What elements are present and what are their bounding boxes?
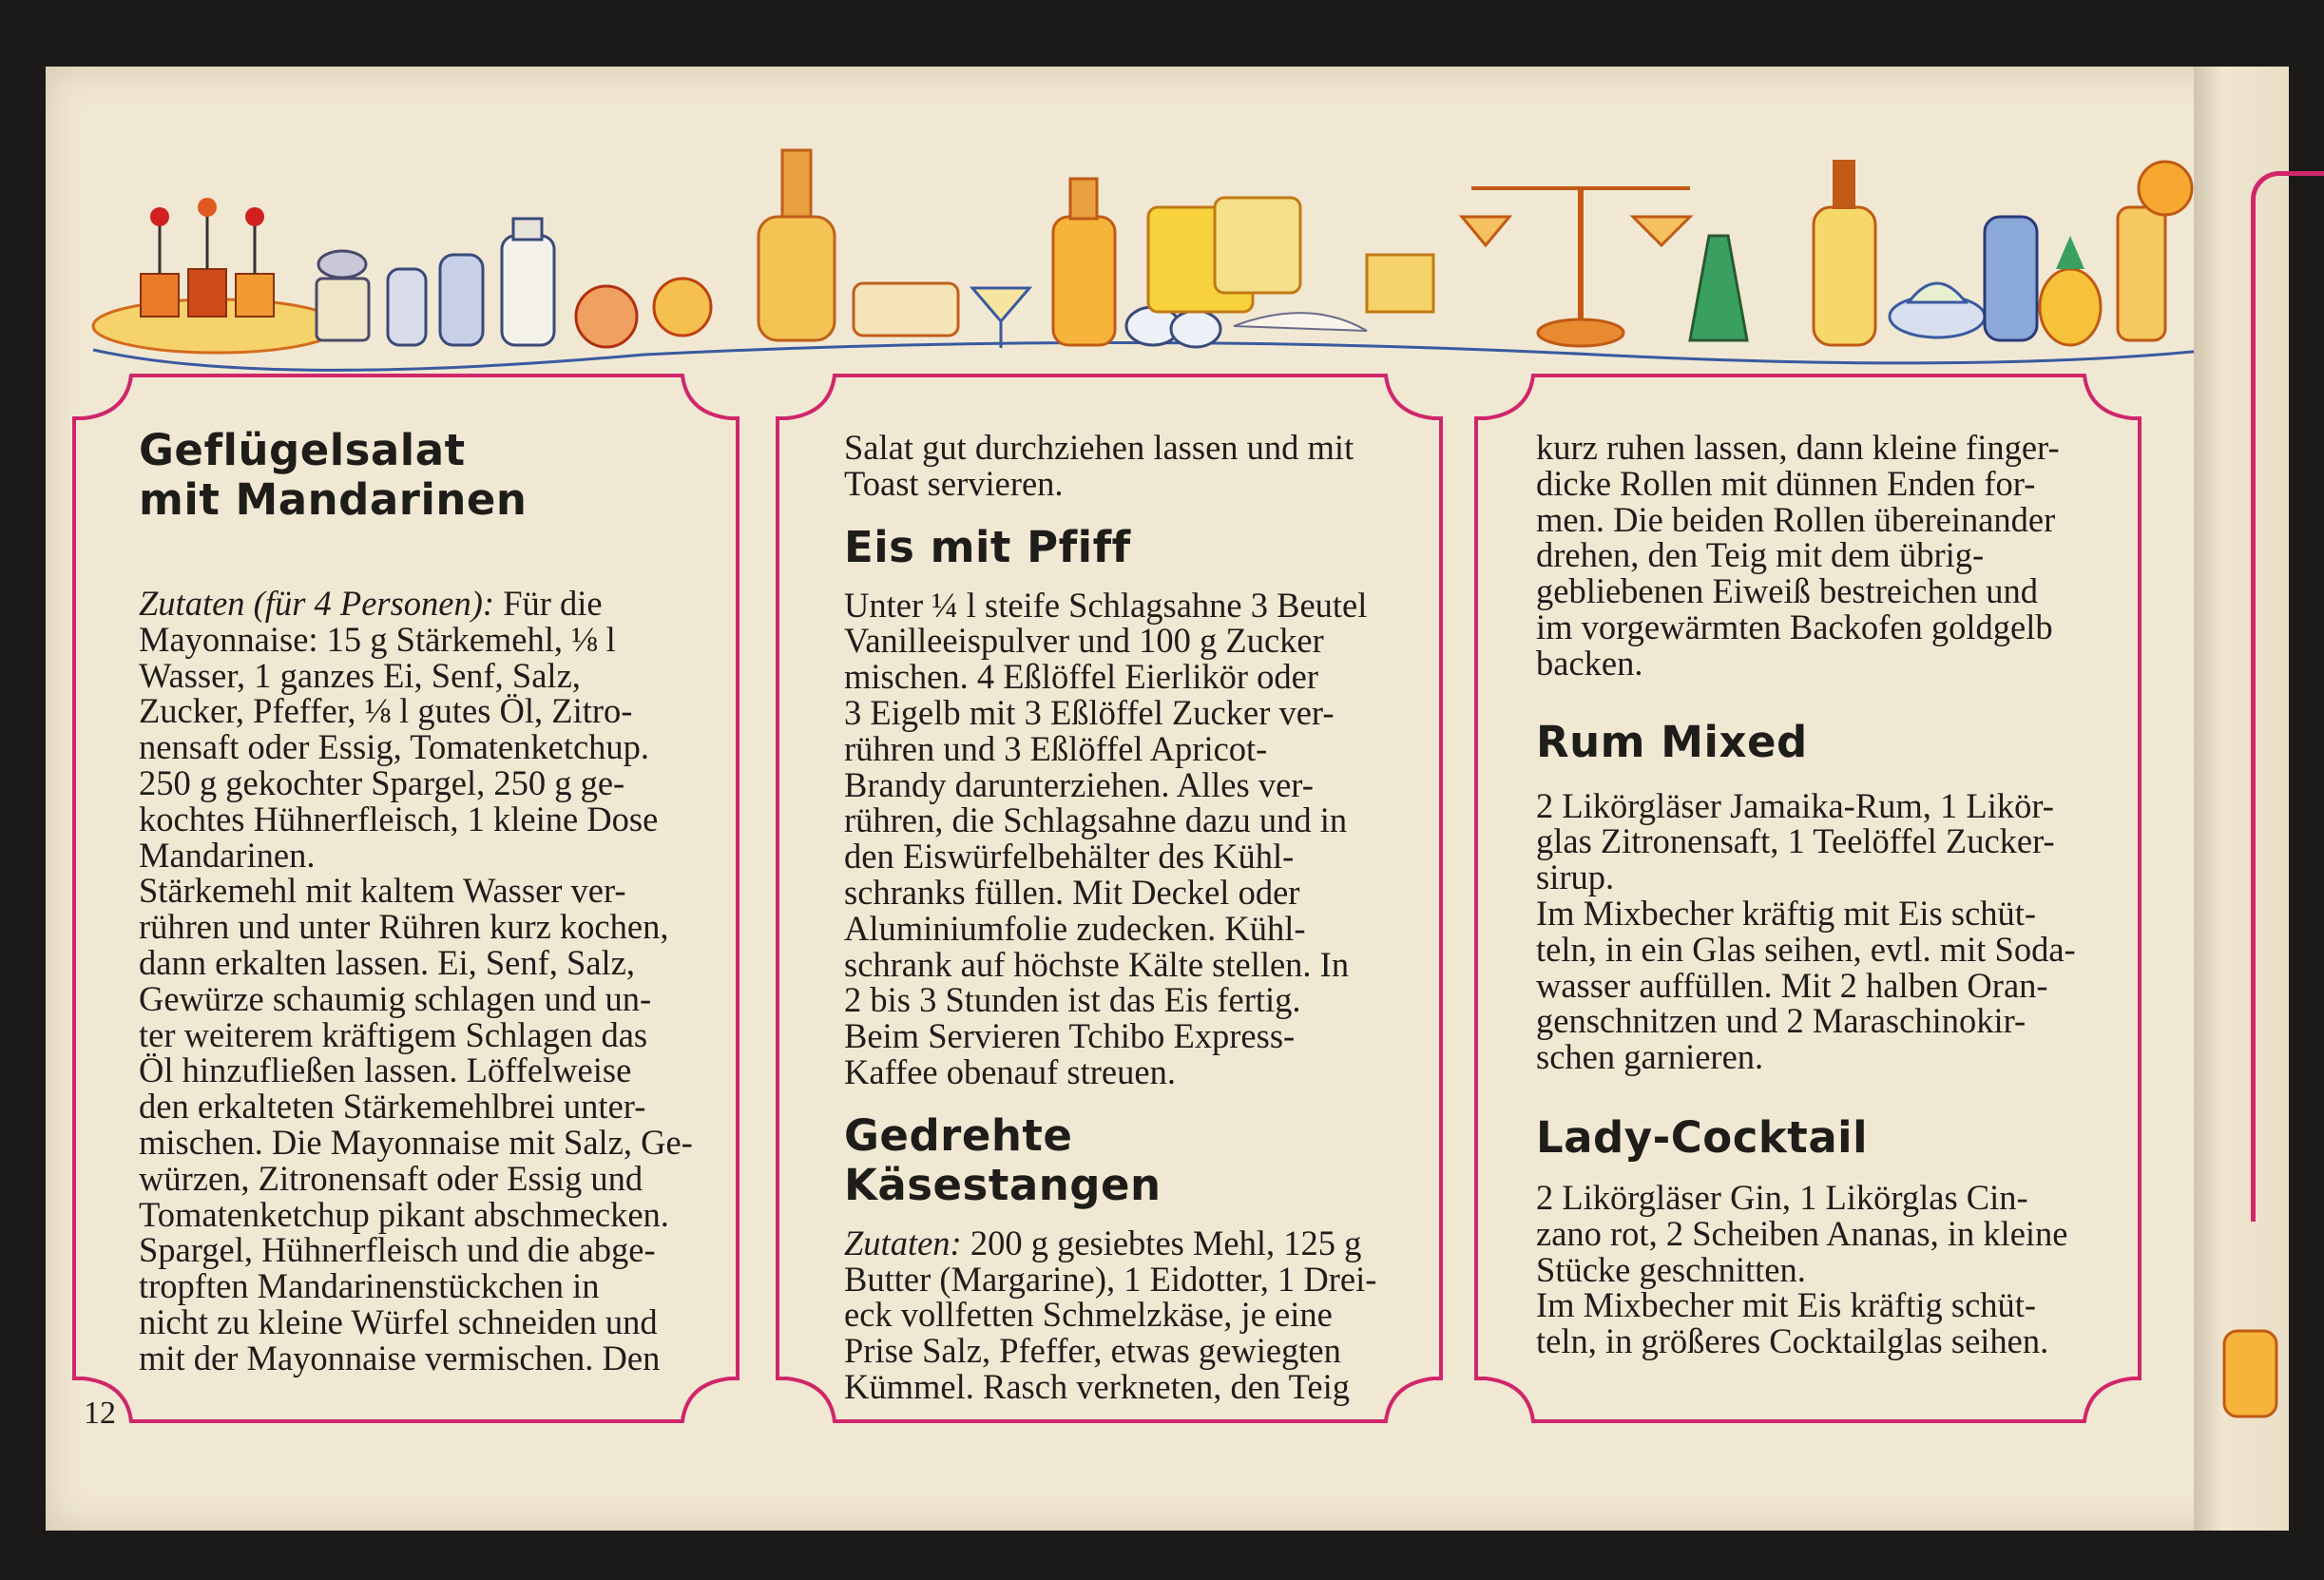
kitchen-illustration-banner xyxy=(74,112,2213,388)
next-page-frame-edge xyxy=(2251,171,2324,1222)
text-line: Zutaten (für 4 Personen): Für die xyxy=(139,584,603,623)
text-line: Mayonnaise: 15 g Stärkemehl, ⅛ l xyxy=(139,619,616,659)
text-line: 250 g gekochter Spargel, 250 g ge- xyxy=(139,762,625,802)
text-line: schrank auf höchste Kälte stellen. In xyxy=(844,944,1350,984)
text-line: kurz ruhen lassen, dann kleine finger- xyxy=(1536,428,2060,467)
text-line: eck vollfetten Schmelzkäse, je eine xyxy=(844,1295,1333,1335)
recipe-title-lady-cocktail: Lady-Cocktail xyxy=(1536,1111,1869,1163)
recipe-continuation-text xyxy=(844,430,1405,502)
text-line: gebliebenen Eiweiß bestreichen und xyxy=(1536,571,2039,611)
text-line: Zutaten: 200 g gesiebtes Mehl, 125 g xyxy=(844,1223,1362,1262)
recipe-text-rum-mixed xyxy=(1536,785,2097,1077)
oil-bottle-icon xyxy=(1053,179,1115,345)
recipe-text-lady-cocktail xyxy=(1536,1177,2097,1361)
text-line: Aluminiumfolie zudecken. Kühl- xyxy=(844,908,1306,948)
mayonnaise-jar-icon xyxy=(317,251,369,340)
text-line: Unter ¼ l steife Schlagsahne 3 Beutel xyxy=(844,585,1368,625)
text-line: Stücke geschnitten. xyxy=(1536,1249,1806,1289)
cutting-board-icon xyxy=(759,150,958,340)
text-line: 2 bis 3 Stunden ist das Eis fertig. xyxy=(844,980,1301,1020)
recipe-title-gefluegelsalat-line1: Geflügelsalat xyxy=(139,425,466,475)
text-line: men. Die beiden Rollen übereinander xyxy=(1536,499,2056,539)
recipe-text-eis-mit-pfiff xyxy=(844,585,1405,1091)
text-line: nensaft oder Essig, Tomatenketchup. xyxy=(139,727,650,767)
recipe-title-eis-mit-pfiff: Eis mit Pfiff xyxy=(844,521,1131,572)
scale-icon xyxy=(1367,188,1690,346)
text-line: 3 Eigelb mit 3 Eßlöffel Zucker ver- xyxy=(844,692,1335,732)
book-page-spread xyxy=(46,67,2289,1531)
text-line: rühren, die Schlagsahne dazu und in xyxy=(844,800,1348,840)
text-line: Toast servieren. xyxy=(844,463,1064,503)
text-line: 2 Likörgläser Jamaika-Rum, 1 Likör- xyxy=(1536,785,2054,825)
text-line: backen. xyxy=(1536,643,1643,683)
text-line: drehen, den Teig mit dem übrig- xyxy=(1536,535,1985,575)
text-line: rühren und unter Rühren kurz kochen, xyxy=(139,907,669,947)
text-line: Spargel, Hühnerfleisch und die abge- xyxy=(139,1230,656,1270)
text-line: Öl hinzufließen lassen. Löffelweise xyxy=(139,1050,632,1090)
recipe-title-gefluegelsalat-line2: mit Mandarinen xyxy=(139,474,528,525)
canapes-icon xyxy=(93,198,340,353)
text-line: Salat gut durchziehen lassen und mit xyxy=(844,428,1354,467)
text-line: schranks füllen. Mit Deckel oder xyxy=(844,872,1300,912)
text-line: genschnitzen und 2 Maraschinokir- xyxy=(1536,1001,2026,1041)
text-line: dicke Rollen mit dünnen Enden for- xyxy=(1536,463,2036,503)
text-line: Prise Salz, Pfeffer, etwas gewiegten xyxy=(844,1331,1341,1371)
text-line: Zucker, Pfeffer, ⅛ l gutes Öl, Zitro- xyxy=(139,691,633,731)
text-line: mit der Mayonnaise vermischen. Den xyxy=(139,1338,661,1378)
next-page-edge xyxy=(2194,67,2289,1531)
text-line: Kümmel. Rasch verkneten, den Teig xyxy=(844,1366,1350,1406)
apple-icon xyxy=(576,279,711,347)
glass-icon xyxy=(2205,1312,2281,1426)
text-line: Vanilleeispulver und 100 g Zucker xyxy=(844,621,1324,661)
text-line: Tomatenketchup pikant abschmecken. xyxy=(139,1194,669,1234)
recipe-text-kaesestangen xyxy=(844,1225,1405,1405)
text-line: Beim Servieren Tchibo Express- xyxy=(844,1016,1296,1056)
text-line: mischen. 4 Eßlöffel Eierlikör oder xyxy=(844,657,1319,697)
text-line: wasser auffüllen. Mit 2 halben Oran- xyxy=(1536,965,2048,1005)
text-line: glas Zitronensaft, 1 Teelöffel Zucker- xyxy=(1536,821,2055,861)
salt-shaker-icon xyxy=(388,255,483,345)
recipe-title-kaesestangen: Gedrehte Käsestangen xyxy=(844,1109,1162,1210)
text-line: Stärkemehl mit kaltem Wasser ver- xyxy=(139,871,626,911)
text-line: würzen, Zitronensaft oder Essig und xyxy=(139,1158,643,1198)
text-line: den Eiswürfelbehälter des Kühl- xyxy=(844,837,1295,877)
text-line: Im Mixbecher mit Eis kräftig schüt- xyxy=(1536,1285,2037,1325)
text-line: Wasser, 1 ganzes Ei, Senf, Salz, xyxy=(139,655,581,695)
cocktail-glass-icon xyxy=(972,288,1029,348)
recipe-column-1 xyxy=(139,426,700,1377)
text-line: rühren und 3 Eßlöffel Apricot- xyxy=(844,728,1268,768)
text-line: Im Mixbecher kräftig mit Eis schüt- xyxy=(1536,893,2037,933)
orange-drink-icon xyxy=(2118,162,2192,340)
recipe-continuation-text-2 xyxy=(1536,430,2097,682)
text-line: nicht zu kleine Würfel schneiden und xyxy=(139,1301,658,1341)
text-line: dann erkalten lassen. Ei, Senf, Salz, xyxy=(139,942,635,982)
milk-bottle-icon xyxy=(502,219,554,345)
page-number: 12 xyxy=(84,1396,116,1431)
liqueur-bottle-icon xyxy=(1690,160,1875,345)
text-line: teln, in größeres Cocktailglas seihen. xyxy=(1536,1321,2049,1361)
lemon-squeezer-icon xyxy=(1890,283,1985,337)
text-line: Kaffee obenauf streuen. xyxy=(844,1051,1176,1091)
text-line: teln, in ein Glas seihen, evtl. mit Soda- xyxy=(1536,929,2076,969)
text-line: zano rot, 2 Scheiben Ananas, in kleine xyxy=(1536,1213,2068,1253)
text-line: den erkalteten Stärkemehlbrei unter- xyxy=(139,1087,646,1127)
pineapple-icon xyxy=(2040,236,2101,345)
text-line: schen garnieren. xyxy=(1536,1037,1764,1077)
recipe-column-3 xyxy=(1536,430,2097,1359)
text-line: im vorgewärmten Backofen goldgelb xyxy=(1536,607,2053,646)
text-line: Mandarinen. xyxy=(139,835,316,875)
text-line: ter weiterem kräftigem Schlagen das xyxy=(139,1014,648,1054)
recipe-title-rum-mixed: Rum Mixed xyxy=(1536,716,1808,767)
recipe-text-gefluegelsalat xyxy=(139,586,700,1377)
text-line: 2 Likörgläser Gin, 1 Likörglas Cin- xyxy=(1536,1177,2028,1217)
recipe-column-2 xyxy=(844,430,1405,1405)
text-line: tropften Mandarinenstückchen in xyxy=(139,1266,600,1306)
flour-bag-icon xyxy=(1148,198,1367,331)
text-line: Brandy darunterziehen. Alles ver- xyxy=(844,764,1314,804)
text-line: mischen. Die Mayonnaise mit Salz, Ge- xyxy=(139,1122,693,1162)
text-line: kochtes Hühnerfleisch, 1 kleine Dose xyxy=(139,799,659,838)
text-line: Butter (Margarine), 1 Eidotter, 1 Drei- xyxy=(844,1259,1377,1299)
text-line: sirup. xyxy=(1536,857,1615,897)
text-line: Gewürze schaumig schlagen und un- xyxy=(139,978,652,1018)
cocktail-shaker-icon xyxy=(1985,217,2037,340)
